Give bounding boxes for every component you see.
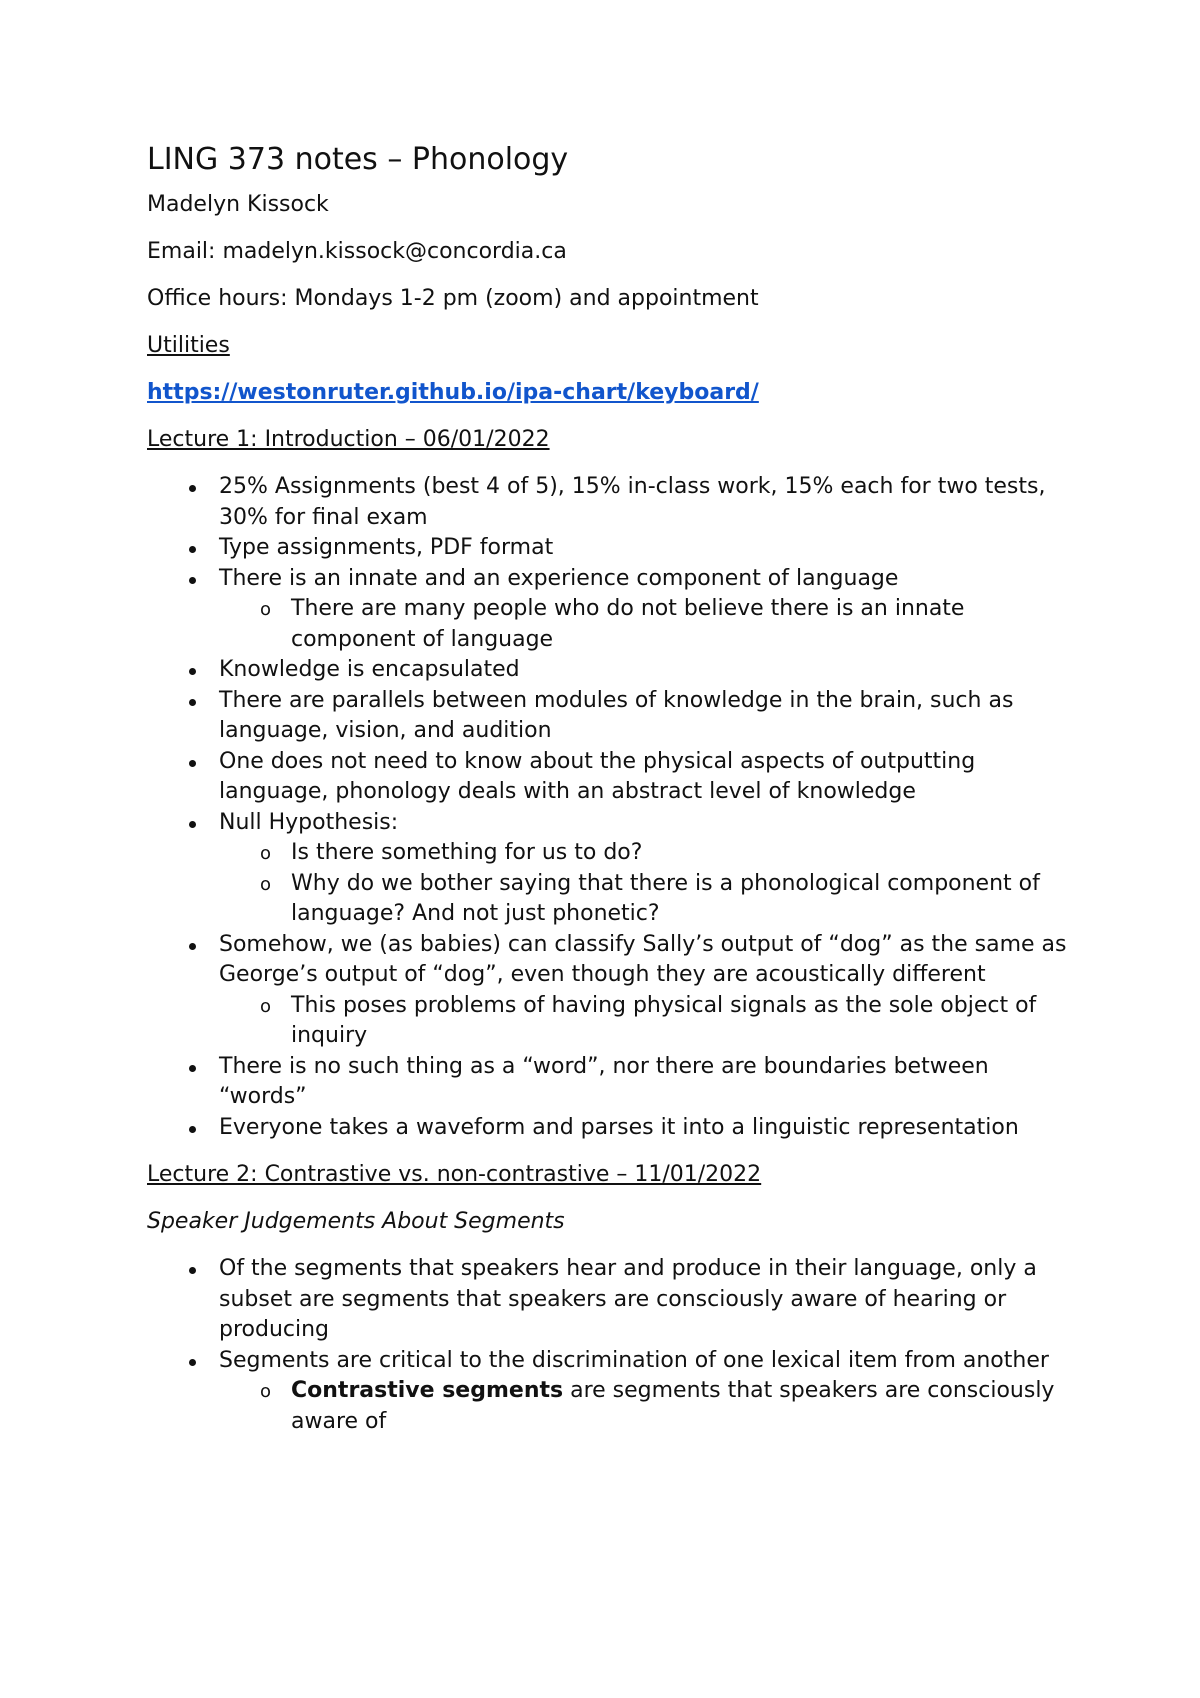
list-item: One does not need to know about the physical aspects of outputting language, phonology deals with an abstract level of knowledge (147, 747, 1077, 808)
bullet-icon (189, 1065, 196, 1072)
bullet-icon (189, 577, 196, 584)
bullet-icon (189, 699, 196, 706)
sub-list-item: o Why do we bother saying that there is a phonological component of language? And not just phonetic? (260, 870, 1040, 926)
document-page (147, 140, 1077, 1454)
bullet-icon (189, 485, 196, 492)
lecture-1-list (147, 472, 1077, 1143)
office-hours: Office hours: Mondays 1-2 pm (zoom) and appointment (147, 286, 759, 311)
bullet-icon (189, 943, 196, 950)
term-contrastive-segments: Contrastive segments (291, 1378, 564, 1403)
sub-bullet-icon: o (260, 599, 272, 620)
list-item: Type assignments, PDF format (147, 533, 1077, 564)
bullet-icon (189, 668, 196, 675)
author-name: Madelyn Kissock (147, 192, 329, 217)
utilities-heading: Utilities (147, 333, 230, 358)
email-line: Email: madelyn.kissock@concordia.ca (147, 239, 567, 264)
sub-list-item: o Contrastive segments are segments that speakers are consciously aware of (260, 1378, 1055, 1434)
sub-bullet-icon: o (260, 1381, 272, 1402)
bullet-icon (189, 546, 196, 553)
page-title: LING 373 notes – Phonology (147, 142, 569, 177)
list-item: There is an innate and an experience component of language o There are many people who do not believe there is an innate component of language (147, 564, 1077, 656)
lecture-2-heading: Lecture 2: Contrastive vs. non-contrastive – 11/01/2022 (147, 1162, 762, 1187)
sub-bullet-icon: o (260, 843, 272, 864)
lecture-1-heading: Lecture 1: Introduction – 06/01/2022 (147, 427, 550, 452)
list-item: Null Hypothesis: o Is there something for us to do? o Why do we bother saying that there is a phonological component of language? And not just phonetic? (147, 808, 1077, 930)
sub-bullet-icon: o (260, 873, 272, 895)
bullet-icon (189, 1267, 196, 1274)
list-item: There are parallels between modules of knowledge in the brain, such as language, vision, and audition (147, 686, 1077, 747)
lecture-2-subheading: Speaker Judgements About Segments (147, 1209, 565, 1234)
lecture-2-list (147, 1254, 1077, 1437)
ipa-keyboard-link[interactable]: https://westonruter.github.io/ipa-chart/keyboard/ (147, 380, 759, 405)
sub-list-item: o There are many people who do not believe there is an innate component of language (260, 596, 965, 652)
list-item: There is no such thing as a “word”, nor there are boundaries between “words” (147, 1052, 1077, 1113)
list-item: Somehow, we (as babies) can classify Sally’s output of “dog” as the same as George’s output of “dog”, even though they are acoustically different o This poses problems of having physical signals as the sole object of inquiry (147, 930, 1077, 1052)
sub-list-item: o Is there something for us to do? (219, 838, 1077, 869)
bullet-icon (189, 1359, 196, 1366)
sub-bullet-icon: o (260, 995, 272, 1017)
list-item: Of the segments that speakers hear and produce in their language, only a subset are segments that speakers are consciously aware of hearing or producing (147, 1254, 1077, 1346)
list-item: Segments are critical to the discrimination of one lexical item from another o Contrastive segments are segments that speakers are consciously aware of (147, 1346, 1077, 1438)
sub-list-item: o This poses problems of having physical signals as the sole object of inquiry (260, 992, 1037, 1048)
bullet-icon (189, 760, 196, 767)
list-item: 25% Assignments (best 4 of 5), 15% in-class work, 15% each for two tests, 30% for final exam (147, 472, 1077, 533)
list-item: Knowledge is encapsulated (147, 655, 1077, 686)
bullet-icon (189, 1126, 196, 1133)
bullet-icon (189, 821, 196, 828)
list-item: Everyone takes a waveform and parses it into a linguistic representation (147, 1113, 1077, 1144)
